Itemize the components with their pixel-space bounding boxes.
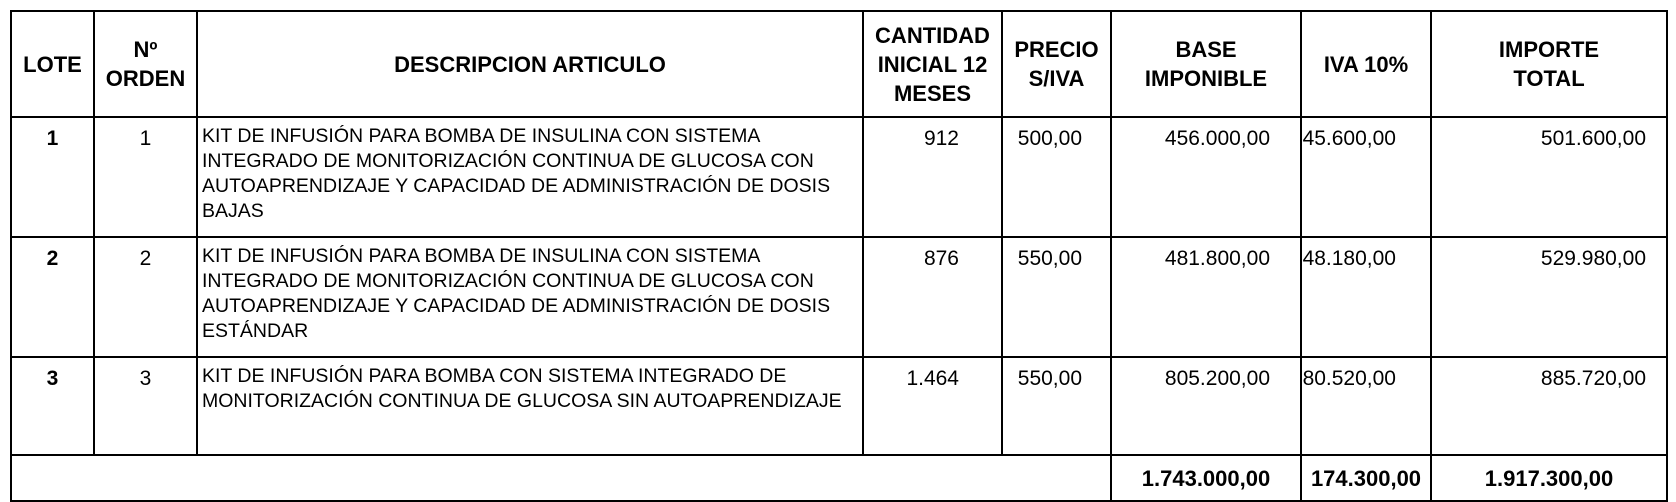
totals-blank-cell (11, 455, 1111, 501)
cell-base: 481.800,00 (1111, 237, 1301, 357)
cell-cantidad: 876 (863, 237, 1002, 357)
lots-table (10, 10, 1668, 502)
header-base (1111, 11, 1301, 117)
table-row (11, 117, 1667, 237)
cell-iva: 80.520,00 (1301, 357, 1431, 455)
cell-base: 805.200,00 (1111, 357, 1301, 455)
cell-base: 456.000,00 (1111, 117, 1301, 237)
cell-lote: 3 (11, 357, 94, 455)
cell-descripcion: KIT DE INFUSIÓN PARA BOMBA DE INSULINA CON SISTEMA INTEGRADO DE MONITORIZACIÓN CONTINUA DE GLUCOSA CON AUTOAPRENDIZAJE Y CAPACIDAD DE ADMINISTRACIÓN DE DOSIS BAJAS (197, 117, 863, 237)
table-row (11, 357, 1667, 455)
header-precio (1002, 11, 1111, 117)
header-cantidad-label: CANTIDAD INICIAL 12 MESES (875, 22, 990, 106)
header-orden (94, 11, 197, 117)
header-orden-label: Nº ORDEN (105, 37, 186, 91)
cell-cantidad: 912 (863, 117, 1002, 237)
cell-descripcion: KIT DE INFUSIÓN PARA BOMBA CON SISTEMA INTEGRADO DE MONITORIZACIÓN CONTINUA DE GLUCOSA SIN AUTOAPRENDIZAJE (197, 357, 863, 455)
header-importe (1431, 11, 1667, 117)
header-base-label: BASE IMPONIBLE (1144, 37, 1268, 91)
header-lote: LOTE (11, 11, 94, 117)
cell-iva: 45.600,00 (1301, 117, 1431, 237)
cell-orden: 3 (94, 357, 197, 455)
cell-orden: 1 (94, 117, 197, 237)
header-iva: IVA 10% (1301, 11, 1431, 117)
header-descripcion: DESCRIPCION ARTICULO (197, 11, 863, 117)
total-iva: 174.300,00 (1301, 455, 1431, 501)
table-row (11, 237, 1667, 357)
cell-orden: 2 (94, 237, 197, 357)
totals-row (11, 455, 1667, 501)
table-header-row (11, 11, 1667, 117)
cell-precio: 500,00 (1002, 117, 1111, 237)
cell-descripcion: KIT DE INFUSIÓN PARA BOMBA DE INSULINA CON SISTEMA INTEGRADO DE MONITORIZACIÓN CONTINUA DE GLUCOSA CON AUTOAPRENDIZAJE Y CAPACIDAD DE ADMINISTRACIÓN DE DOSIS ESTÁNDAR (197, 237, 863, 357)
total-base: 1.743.000,00 (1111, 455, 1301, 501)
header-precio-label: PRECIO S/IVA (1014, 37, 1099, 91)
header-cantidad (863, 11, 1002, 117)
header-importe-label: IMPORTE TOTAL (1498, 37, 1600, 91)
cell-precio: 550,00 (1002, 237, 1111, 357)
cell-importe: 529.980,00 (1431, 237, 1667, 357)
cell-cantidad: 1.464 (863, 357, 1002, 455)
cell-lote: 2 (11, 237, 94, 357)
cell-importe: 501.600,00 (1431, 117, 1667, 237)
cell-iva: 48.180,00 (1301, 237, 1431, 357)
total-importe: 1.917.300,00 (1431, 455, 1667, 501)
cell-lote: 1 (11, 117, 94, 237)
cell-precio: 550,00 (1002, 357, 1111, 455)
cell-importe: 885.720,00 (1431, 357, 1667, 455)
